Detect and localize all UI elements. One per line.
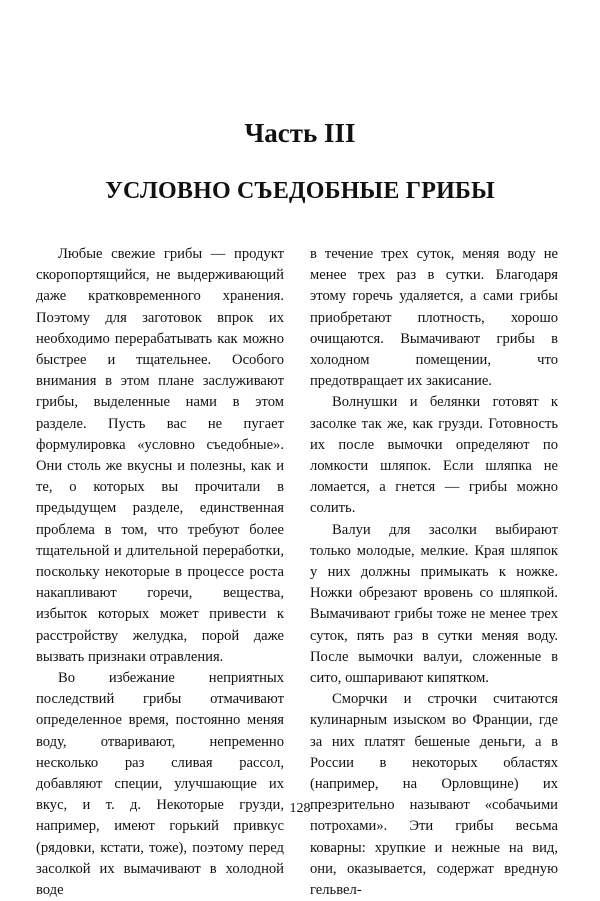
paragraph: Волнушки и белянки готовят к засолке так же, как грузди. Готовность их после вымочки определяют по ломкости шляпок. Если шляпка не ломается, а гнется — грибы можно солить. — [310, 394, 558, 517]
paragraph: Валуи для засолки выбирают только молодые, мелкие. Края шляпок у них должны примыкать к ножке. Ножки обрезают вровень со шляпкой. Вымачивают грибы тоже не менее трех суток, пять раз в сутки меняя воду. После вымочки валуи, сложенные в сито, ошпаривают кипятком. — [310, 521, 558, 687]
paragraph: Любые свежие грибы — продукт скоропортящийся, не выдерживающий даже кратковременного хранения. Поэтому для заготовок впрок их необходимо перерабатывать как можно быстрее и тщательнее. Особого внимания в этом плане заслуживают грибы, выделенные нами в этом разделе. Пусть вас не пугает формулировка «условно съедобные». Они столь же вкусны и полезны, как и те, о которых вы прочитали в предыдущем разделе, единственная проблема в том, что требуют более тщательной и длительной переработки, поскольку некоторые в процессе роста накапливают горечи, вещества, избыток которых может привести к расстройству желудка, порой даже вызвать признаки отравления. — [36, 246, 284, 665]
paragraph: Во избежание неприятных последствий грибы отмачивают определенное время, постоянно меняя воду, отваривают, непременно несколько раз сливая рассол, добавляют специи, улучшающие их вкус, и т. д. Некоторые грузди, например, имеют горький привкус (рядовки, кстати, тоже), поэтому перед засолкой их вымачивают в холодной воде — [36, 670, 284, 899]
paragraph: Сморчки и строчки считаются кулинарным изыском во Франции, где за них платят бешеные деньги, а в России в некоторых областях (например, на Орловщине) их презрительно называют «собачьими потрохами». Эти грибы весьма коварны: хрупкие и нежные на вид, они, оказывается, содержат вредную гельвел- — [310, 691, 558, 899]
part-title: Часть III — [244, 118, 356, 148]
paragraph-continuation: в течение трех суток, меняя воду не менее трех раз в сутки. Благодаря этому горечь удаляется, а сами грибы приобретают плотность, хорошо очищаются. Вымачивают грибы в холодном помещении, что предотвращает их закисание. — [310, 246, 558, 390]
page-number: 128 — [289, 801, 311, 816]
chapter-title: УСЛОВНО СЪЕДОБНЫЕ ГРИБЫ — [105, 178, 495, 204]
